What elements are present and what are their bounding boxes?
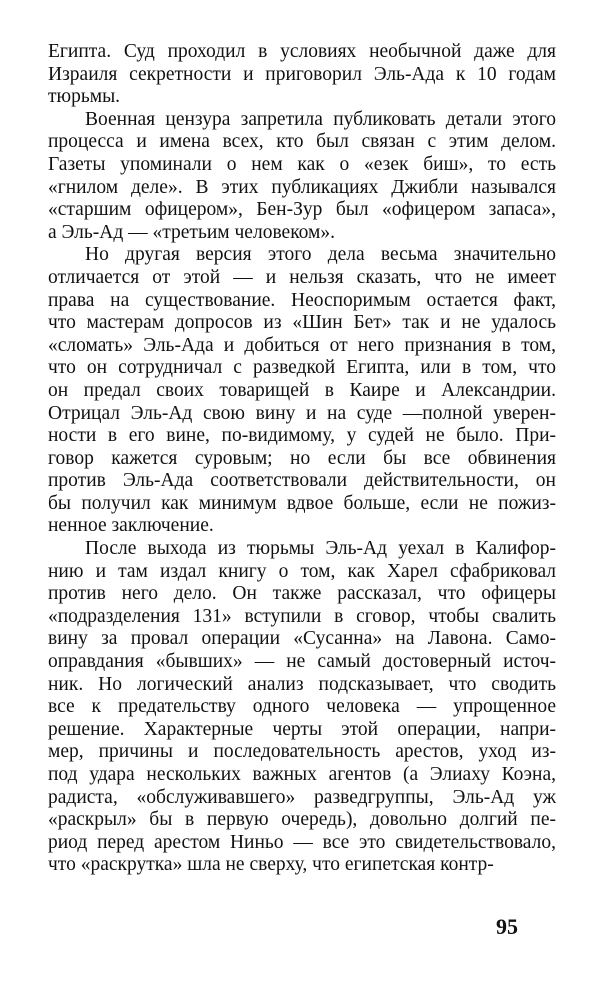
text-line: «сломать» Эль-Ада и добиться от него признания в том,	[48, 334, 556, 356]
text-line: Военная цензура запретила публиковать детали этого	[85, 108, 556, 130]
text-line: а Эль-Ад — «третьим человеком».	[48, 221, 336, 243]
text-line: что «раскрутка» шла не сверху, что египетская контр-	[48, 854, 494, 876]
text-line: под удара нескольких важных агентов (а Элиаху Коэна,	[48, 764, 556, 785]
text-line: решение. Характерные черты этой операции, напри-	[48, 718, 556, 740]
text-line: бы получил как минимум вдвое больше, если не пожиз-	[48, 492, 556, 514]
text-line: ности в его вине, по-видимому, у судей не было. При-	[48, 425, 556, 447]
paragraph	[48, 109, 556, 245]
text-line: он предал своих товарищей в Каире и Александрии.	[48, 379, 556, 401]
text-line: Отрицал Эль-Ад свою вину и на суде —полной уверен-	[48, 402, 556, 424]
text-line: Газеты упоминали о нем как о «езек биш», то есть	[48, 153, 556, 175]
paragraph	[48, 538, 556, 877]
text-line: все к предательству одного человека — упрощенное	[48, 696, 556, 718]
text-line: Но другая версия этого дела весьма значительно	[85, 244, 556, 266]
body-text	[48, 41, 556, 877]
text-line: риод перед арестом Ниньо — все это свидетельствовало,	[48, 831, 556, 853]
text-line: «гнилом деле». В этих публикациях Джибли назывался	[48, 176, 556, 198]
text-line: Египта. Суд проходил в условиях необычной даже для	[48, 41, 556, 62]
text-line: говор кажется суровым; но если бы все обвинения	[48, 447, 556, 469]
text-line: тюрьмы.	[48, 86, 121, 108]
text-line: ник. Но логический анализ подсказывает, что сводить	[48, 673, 556, 695]
text-line: что мастерам допросов из «Шин Бет» так и не удалось	[48, 312, 556, 334]
text-line: радиста, «обслуживавшего» разведгруппы, Эль-Ад уж	[48, 786, 556, 808]
text-line: После выхода из тюрьмы Эль-Ад уехал в Калифор-	[85, 538, 556, 560]
text-line: процесса и имена всех, кто был связан с этим делом.	[48, 131, 556, 153]
text-line: «раскрыл» бы в первую очередь), довольно долгий пе-	[48, 809, 556, 831]
text-line: вину за провал операции «Сусанна» на Лавона. Само-	[48, 628, 556, 650]
text-line: права на существование. Неоспоримым остается факт,	[48, 289, 556, 311]
text-line: ненное заключение.	[48, 515, 214, 537]
text-line: что он сотрудничал с разведкой Египта, или в том, что	[48, 357, 556, 379]
page-number: 95	[496, 914, 518, 939]
text-line: нию и там издал книгу о том, как Харел сфабриковал	[48, 560, 556, 582]
text-line: отличается от этой — и нельзя сказать, что не имеет	[48, 266, 556, 288]
paragraph	[48, 41, 556, 109]
text-line: против него дело. Он также рассказал, что офицеры	[48, 583, 556, 605]
text-line: против Эль-Ада соответствовали действительности, он	[48, 470, 556, 492]
text-line: оправдания «бывших» — не самый достоверный источ-	[48, 651, 556, 673]
text-line: Израиля секретности и приговорил Эль-Ада к 10 годам	[48, 63, 556, 85]
text-line: «старшим офицером», Бен-Зур был «офицером запаса»,	[48, 199, 556, 221]
paragraph	[48, 244, 556, 538]
text-line: «подразделения 131» вступили в сговор, чтобы свалить	[48, 605, 556, 627]
text-line: мер, причины и последовательность арестов, уход из-	[48, 741, 556, 763]
